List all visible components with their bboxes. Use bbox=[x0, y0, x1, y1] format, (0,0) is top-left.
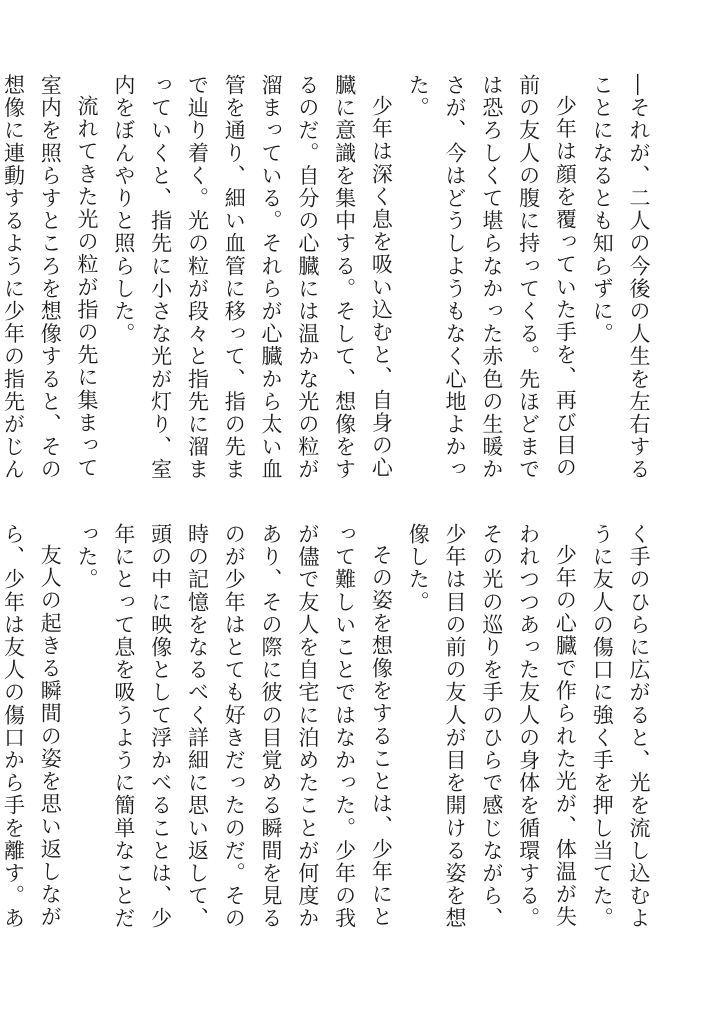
paragraph: 少年は深く息を吸い込むと、自身の心臓に意識を集中する。そして、想像をするのだ。自分の心臓には温かな光の粒が溜まっている。それらが心臓から太い血管を通り、細い血管に移って、指の先まで辿り着く。光の粒が段々と指先に溜まっていくと、指先に小さな光が灯り、室内をぼんやりと照らした。 bbox=[111, 74, 394, 481]
paragraph: 少年は顔を覆っていた手を、再び目の前の友人の腹に持ってくる。先ほどまでは恐ろしくて堪らなかった赤色の生暖かさが、今はどうしようもなく心地よかった。 bbox=[406, 74, 578, 481]
paragraph-text: 流れてきた光の粒が指の先に集まって室内を照らすところを想像すると、その想像に連動するように少年の指先がじん bbox=[1, 74, 100, 481]
paragraph bbox=[0, 74, 105, 486]
paragraph: く手のひらに広がると、光を流し込むように友人の傷口に強く手を押し当てた。 bbox=[590, 523, 651, 930]
paragraph: その姿を想像をすることは、少年にとって難しいことではなかった。少年の我が儘で友人を自宅に泊めたことが何度かあり、その際に彼の目覚める瞬間を見るのが少年はとても好きだったのだ。その時の記憶をなるべく詳細に思い返して、頭の中に映像として浮かべることは、少年にとって息を吸うように簡単なことだった。 bbox=[75, 523, 394, 930]
paragraph: 友人の起きる瞬間の姿を思い返しながら、少年は友人の傷口から手を離す。あ bbox=[1, 523, 63, 930]
text-block-lower bbox=[1, 523, 657, 935]
paragraph: ―それが、二人の今後の人生を左右することになるとも知らずに。 bbox=[590, 74, 651, 481]
text-block-upper bbox=[1, 74, 657, 486]
paragraph: 少年の心臓で作られた光が、体温が失われつつあった友人の身体を循環する。その光の巡りを手のひらで感じながら、少年は目の前の友人が目を開ける姿を想像した。 bbox=[406, 523, 578, 930]
